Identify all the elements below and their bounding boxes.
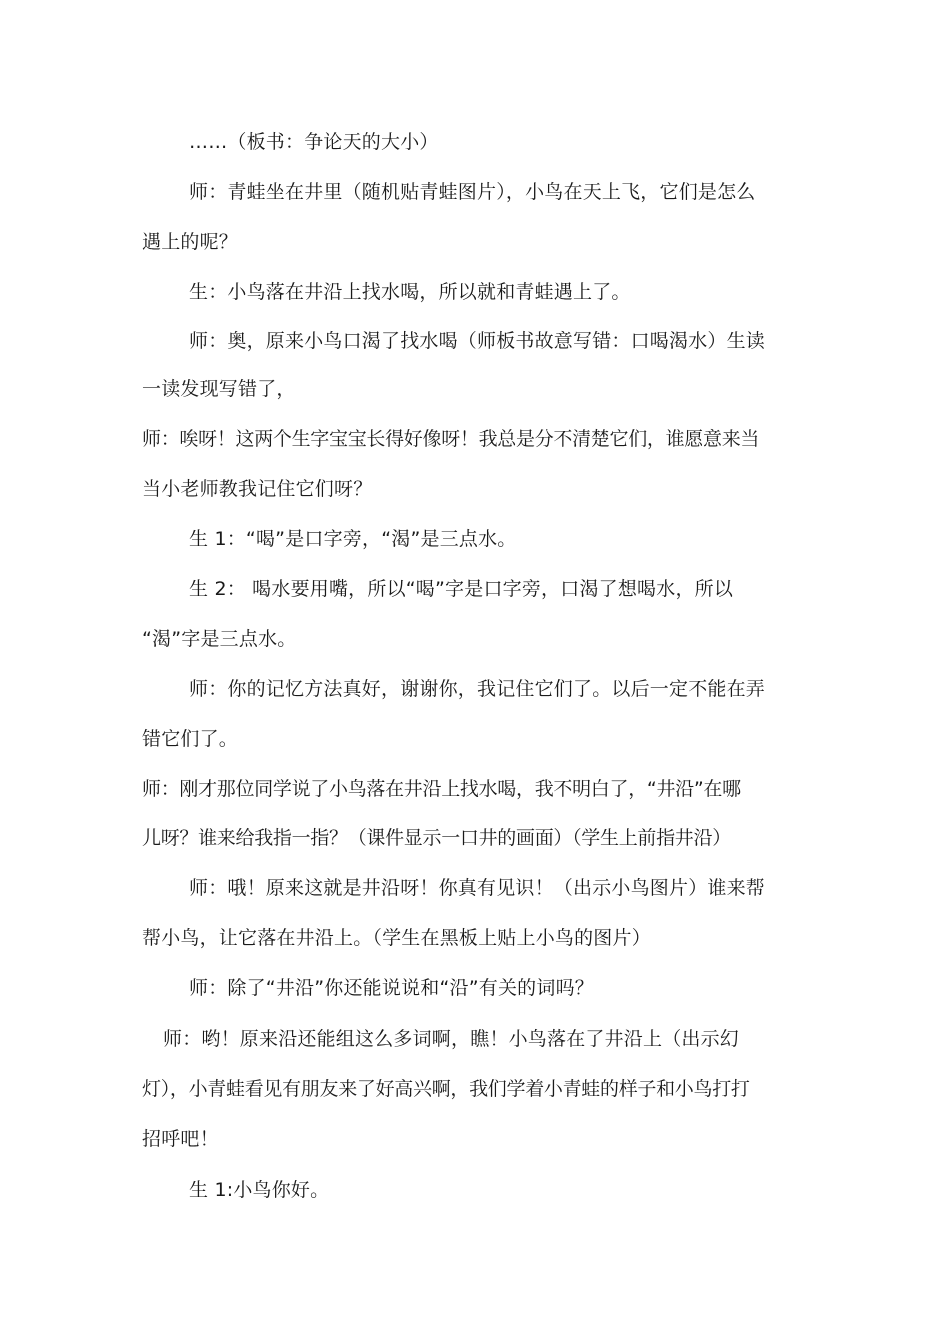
text-line: 灯），小青蛙看见有朋友来了好高兴啊，我们学着小青蛙的样子和小鸟打打: [142, 1078, 750, 1100]
text-line: “渴”字是三点水。: [142, 628, 297, 650]
text-line: 师：你的记忆方法真好，谢谢你，我记住它们了。以后一定不能在弄: [189, 678, 766, 700]
text-line: 师：哟！原来沿还能组这么多词啊，瞧！小鸟落在了井沿上（出示幻: [163, 1028, 740, 1050]
text-line: 错它们了。: [142, 728, 239, 750]
text-line: 招呼吧！: [142, 1128, 219, 1150]
text-line: 帮小鸟，让它落在井沿上。（学生在黑板上贴上小鸟的图片）: [142, 927, 651, 949]
text-line: 师：唉呀！这两个生字宝宝长得好像呀！我总是分不清楚它们，谁愿意来当: [142, 428, 760, 450]
text-line: 生 1:小鸟你好。: [189, 1179, 330, 1201]
text-line: 生 1：“喝”是口字旁，“渴”是三点水。: [189, 528, 517, 550]
text-line: 师：奥，原来小鸟口渴了找水喝（师板书故意写错：口喝渴水）生读: [189, 330, 766, 352]
text-line: ……（板书：争论天的大小）: [189, 131, 439, 153]
text-line: 儿呀？谁来给我指一指？（课件显示一口井的画面）（学生上前指井沿）: [142, 827, 731, 849]
text-line: 遇上的呢？: [142, 231, 239, 253]
text-line: 师：刚才那位同学说了小鸟落在井沿上找水喝，我不明白了，“井沿”在哪: [142, 778, 741, 800]
text-line: 当小老师教我记住它们呀？: [142, 478, 373, 500]
text-line: 生：小鸟落在井沿上找水喝，所以就和青蛙遇上了。: [189, 281, 631, 303]
text-line: 生 2： 喝水要用嘴，所以“喝”字是口字旁，口渴了想喝水，所以: [189, 578, 734, 600]
text-line: 一读发现写错了，: [142, 378, 296, 400]
text-line: 师：哦！原来这就是井沿呀！你真有见识！（出示小鸟图片）谁来帮: [189, 877, 766, 899]
text-line: 师：青蛙坐在井里（随机贴青蛙图片），小鸟在天上飞，它们是怎么: [189, 181, 756, 203]
text-line: 师：除了“井沿”你还能说说和“沿”有关的词吗？: [189, 977, 594, 999]
